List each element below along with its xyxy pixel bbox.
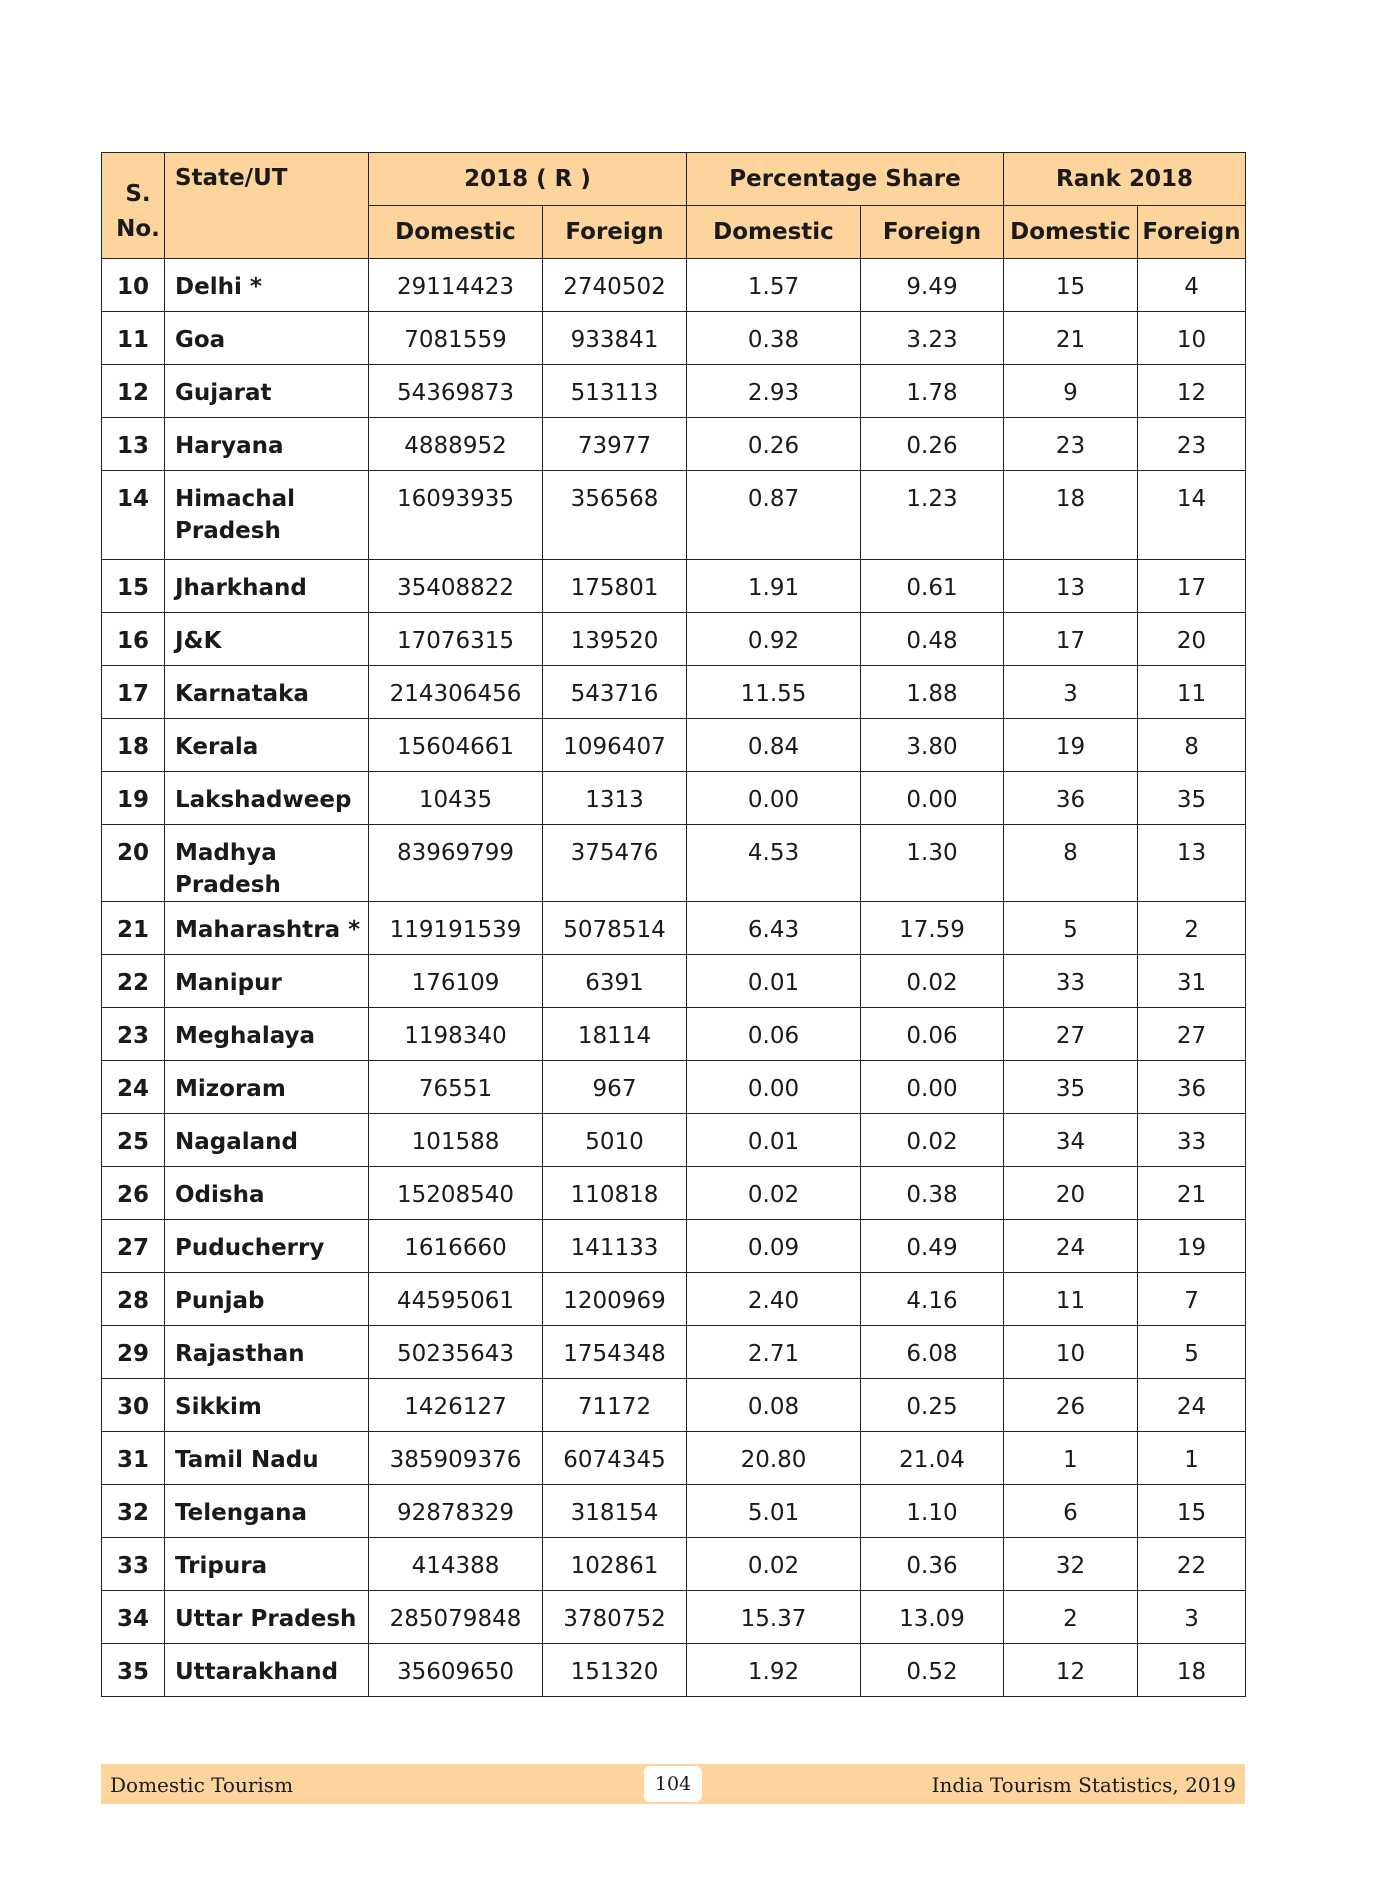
cell-2018-domestic: 414388 bbox=[369, 1538, 543, 1591]
cell-sno: 17 bbox=[102, 666, 165, 719]
table-row bbox=[102, 1432, 1246, 1485]
cell-rank-foreign: 21 bbox=[1138, 1167, 1246, 1220]
cell-state: Haryana bbox=[165, 418, 369, 471]
cell-rank-domestic: 21 bbox=[1004, 312, 1138, 365]
header-share-domestic: Domestic bbox=[687, 206, 861, 259]
header-2018: 2018 ( R ) bbox=[369, 153, 687, 206]
cell-rank-domestic: 32 bbox=[1004, 1538, 1138, 1591]
cell-share-domestic: 0.38 bbox=[687, 312, 861, 365]
cell-2018-foreign: 6391 bbox=[543, 955, 687, 1008]
cell-sno: 34 bbox=[102, 1591, 165, 1644]
cell-2018-domestic: 16093935 bbox=[369, 471, 543, 560]
cell-rank-foreign: 22 bbox=[1138, 1538, 1246, 1591]
cell-share-domestic: 1.57 bbox=[687, 259, 861, 312]
table-row bbox=[102, 1008, 1246, 1061]
cell-rank-foreign: 18 bbox=[1138, 1644, 1246, 1697]
cell-share-domestic: 0.87 bbox=[687, 471, 861, 560]
cell-2018-foreign: 1754348 bbox=[543, 1326, 687, 1379]
cell-2018-domestic: 17076315 bbox=[369, 613, 543, 666]
cell-share-foreign: 0.26 bbox=[861, 418, 1004, 471]
table-row bbox=[102, 1326, 1246, 1379]
cell-share-domestic: 0.84 bbox=[687, 719, 861, 772]
cell-share-foreign: 17.59 bbox=[861, 902, 1004, 955]
cell-share-foreign: 0.36 bbox=[861, 1538, 1004, 1591]
cell-state: Uttar Pradesh bbox=[165, 1591, 369, 1644]
cell-rank-foreign: 5 bbox=[1138, 1326, 1246, 1379]
cell-rank-foreign: 33 bbox=[1138, 1114, 1246, 1167]
cell-sno: 10 bbox=[102, 259, 165, 312]
cell-2018-foreign: 1200969 bbox=[543, 1273, 687, 1326]
cell-share-foreign: 1.88 bbox=[861, 666, 1004, 719]
cell-2018-domestic: 83969799 bbox=[369, 825, 543, 902]
cell-rank-domestic: 18 bbox=[1004, 471, 1138, 560]
table-body bbox=[102, 259, 1246, 1697]
cell-2018-domestic: 385909376 bbox=[369, 1432, 543, 1485]
cell-state: Punjab bbox=[165, 1273, 369, 1326]
cell-2018-foreign: 5078514 bbox=[543, 902, 687, 955]
cell-share-domestic: 2.93 bbox=[687, 365, 861, 418]
page-footer bbox=[101, 1764, 1245, 1804]
cell-sno: 25 bbox=[102, 1114, 165, 1167]
cell-share-foreign: 3.80 bbox=[861, 719, 1004, 772]
cell-2018-foreign: 175801 bbox=[543, 560, 687, 613]
cell-sno: 22 bbox=[102, 955, 165, 1008]
cell-sno: 21 bbox=[102, 902, 165, 955]
cell-state: Uttarakhand bbox=[165, 1644, 369, 1697]
cell-rank-foreign: 11 bbox=[1138, 666, 1246, 719]
cell-rank-domestic: 10 bbox=[1004, 1326, 1138, 1379]
table-row bbox=[102, 1167, 1246, 1220]
table-row bbox=[102, 955, 1246, 1008]
header-2018-foreign: Foreign bbox=[543, 206, 687, 259]
cell-state: Sikkim bbox=[165, 1379, 369, 1432]
cell-share-foreign: 6.08 bbox=[861, 1326, 1004, 1379]
cell-state: Madhya Pradesh bbox=[165, 825, 369, 902]
cell-rank-foreign: 19 bbox=[1138, 1220, 1246, 1273]
cell-rank-domestic: 23 bbox=[1004, 418, 1138, 471]
cell-share-domestic: 0.01 bbox=[687, 1114, 861, 1167]
cell-2018-domestic: 119191539 bbox=[369, 902, 543, 955]
header-state: State/UT bbox=[165, 153, 369, 259]
cell-2018-foreign: 73977 bbox=[543, 418, 687, 471]
cell-share-foreign: 0.38 bbox=[861, 1167, 1004, 1220]
cell-rank-domestic: 33 bbox=[1004, 955, 1138, 1008]
header-rank-foreign: Foreign bbox=[1138, 206, 1246, 259]
cell-rank-foreign: 7 bbox=[1138, 1273, 1246, 1326]
cell-rank-foreign: 14 bbox=[1138, 471, 1246, 560]
cell-state: Jharkhand bbox=[165, 560, 369, 613]
cell-share-foreign: 0.49 bbox=[861, 1220, 1004, 1273]
cell-share-foreign: 0.02 bbox=[861, 955, 1004, 1008]
cell-sno: 24 bbox=[102, 1061, 165, 1114]
cell-share-foreign: 21.04 bbox=[861, 1432, 1004, 1485]
cell-rank-foreign: 10 bbox=[1138, 312, 1246, 365]
cell-sno: 32 bbox=[102, 1485, 165, 1538]
cell-2018-foreign: 110818 bbox=[543, 1167, 687, 1220]
cell-share-foreign: 0.00 bbox=[861, 772, 1004, 825]
cell-rank-foreign: 8 bbox=[1138, 719, 1246, 772]
cell-2018-foreign: 151320 bbox=[543, 1644, 687, 1697]
cell-share-domestic: 15.37 bbox=[687, 1591, 861, 1644]
cell-share-domestic: 0.02 bbox=[687, 1538, 861, 1591]
table-row bbox=[102, 1220, 1246, 1273]
cell-share-domestic: 0.26 bbox=[687, 418, 861, 471]
table-row bbox=[102, 1061, 1246, 1114]
cell-sno: 28 bbox=[102, 1273, 165, 1326]
cell-state: Odisha bbox=[165, 1167, 369, 1220]
cell-2018-domestic: 1198340 bbox=[369, 1008, 543, 1061]
cell-rank-domestic: 24 bbox=[1004, 1220, 1138, 1273]
cell-state: Telengana bbox=[165, 1485, 369, 1538]
cell-2018-foreign: 5010 bbox=[543, 1114, 687, 1167]
cell-sno: 26 bbox=[102, 1167, 165, 1220]
cell-share-foreign: 0.25 bbox=[861, 1379, 1004, 1432]
cell-sno: 11 bbox=[102, 312, 165, 365]
cell-2018-foreign: 102861 bbox=[543, 1538, 687, 1591]
cell-state: Delhi * bbox=[165, 259, 369, 312]
cell-share-domestic: 2.71 bbox=[687, 1326, 861, 1379]
cell-sno: 12 bbox=[102, 365, 165, 418]
table-row bbox=[102, 666, 1246, 719]
cell-rank-foreign: 15 bbox=[1138, 1485, 1246, 1538]
cell-share-domestic: 0.06 bbox=[687, 1008, 861, 1061]
cell-2018-domestic: 7081559 bbox=[369, 312, 543, 365]
cell-rank-domestic: 35 bbox=[1004, 1061, 1138, 1114]
state-tourism-table bbox=[101, 152, 1246, 1697]
cell-2018-foreign: 139520 bbox=[543, 613, 687, 666]
cell-share-domestic: 5.01 bbox=[687, 1485, 861, 1538]
cell-2018-foreign: 2740502 bbox=[543, 259, 687, 312]
cell-share-domestic: 6.43 bbox=[687, 902, 861, 955]
cell-2018-domestic: 15604661 bbox=[369, 719, 543, 772]
cell-2018-domestic: 44595061 bbox=[369, 1273, 543, 1326]
cell-rank-foreign: 17 bbox=[1138, 560, 1246, 613]
cell-2018-foreign: 6074345 bbox=[543, 1432, 687, 1485]
cell-sno: 27 bbox=[102, 1220, 165, 1273]
table-row bbox=[102, 418, 1246, 471]
cell-share-foreign: 0.48 bbox=[861, 613, 1004, 666]
cell-share-foreign: 1.10 bbox=[861, 1485, 1004, 1538]
cell-rank-domestic: 36 bbox=[1004, 772, 1138, 825]
cell-2018-domestic: 54369873 bbox=[369, 365, 543, 418]
cell-rank-foreign: 36 bbox=[1138, 1061, 1246, 1114]
cell-rank-foreign: 12 bbox=[1138, 365, 1246, 418]
cell-2018-domestic: 92878329 bbox=[369, 1485, 543, 1538]
cell-rank-foreign: 27 bbox=[1138, 1008, 1246, 1061]
table-row bbox=[102, 471, 1246, 560]
cell-2018-domestic: 15208540 bbox=[369, 1167, 543, 1220]
cell-2018-domestic: 76551 bbox=[369, 1061, 543, 1114]
cell-rank-foreign: 35 bbox=[1138, 772, 1246, 825]
cell-sno: 13 bbox=[102, 418, 165, 471]
table-header bbox=[102, 153, 1246, 259]
header-rank-domestic: Domestic bbox=[1004, 206, 1138, 259]
cell-2018-foreign: 18114 bbox=[543, 1008, 687, 1061]
cell-2018-foreign: 318154 bbox=[543, 1485, 687, 1538]
cell-rank-domestic: 1 bbox=[1004, 1432, 1138, 1485]
header-rank-2018: Rank 2018 bbox=[1004, 153, 1246, 206]
cell-state: Kerala bbox=[165, 719, 369, 772]
header-sno: S. No. bbox=[102, 153, 165, 259]
cell-share-domestic: 0.00 bbox=[687, 1061, 861, 1114]
cell-sno: 16 bbox=[102, 613, 165, 666]
cell-rank-domestic: 12 bbox=[1004, 1644, 1138, 1697]
cell-share-foreign: 0.06 bbox=[861, 1008, 1004, 1061]
cell-state: Mizoram bbox=[165, 1061, 369, 1114]
cell-share-foreign: 0.52 bbox=[861, 1644, 1004, 1697]
cell-sno: 19 bbox=[102, 772, 165, 825]
cell-2018-domestic: 29114423 bbox=[369, 259, 543, 312]
cell-share-foreign: 0.02 bbox=[861, 1114, 1004, 1167]
cell-rank-domestic: 3 bbox=[1004, 666, 1138, 719]
cell-share-domestic: 4.53 bbox=[687, 825, 861, 902]
cell-state: Rajasthan bbox=[165, 1326, 369, 1379]
cell-state: Karnataka bbox=[165, 666, 369, 719]
cell-sno: 30 bbox=[102, 1379, 165, 1432]
cell-rank-foreign: 31 bbox=[1138, 955, 1246, 1008]
cell-rank-foreign: 24 bbox=[1138, 1379, 1246, 1432]
cell-rank-domestic: 13 bbox=[1004, 560, 1138, 613]
cell-share-foreign: 4.16 bbox=[861, 1273, 1004, 1326]
cell-2018-domestic: 1616660 bbox=[369, 1220, 543, 1273]
table-row bbox=[102, 1379, 1246, 1432]
cell-sno: 18 bbox=[102, 719, 165, 772]
cell-state: Nagaland bbox=[165, 1114, 369, 1167]
header-percentage-share: Percentage Share bbox=[687, 153, 1004, 206]
cell-rank-foreign: 13 bbox=[1138, 825, 1246, 902]
table-row bbox=[102, 825, 1246, 902]
cell-2018-domestic: 176109 bbox=[369, 955, 543, 1008]
cell-rank-foreign: 20 bbox=[1138, 613, 1246, 666]
cell-rank-domestic: 15 bbox=[1004, 259, 1138, 312]
cell-share-foreign: 0.61 bbox=[861, 560, 1004, 613]
cell-2018-domestic: 214306456 bbox=[369, 666, 543, 719]
cell-2018-foreign: 71172 bbox=[543, 1379, 687, 1432]
cell-rank-domestic: 19 bbox=[1004, 719, 1138, 772]
table-row bbox=[102, 560, 1246, 613]
cell-rank-foreign: 4 bbox=[1138, 259, 1246, 312]
cell-2018-domestic: 285079848 bbox=[369, 1591, 543, 1644]
cell-share-domestic: 0.02 bbox=[687, 1167, 861, 1220]
cell-sno: 29 bbox=[102, 1326, 165, 1379]
cell-share-domestic: 11.55 bbox=[687, 666, 861, 719]
cell-sno: 31 bbox=[102, 1432, 165, 1485]
cell-2018-foreign: 1096407 bbox=[543, 719, 687, 772]
footer-publication-title: India Tourism Statistics, 2019 bbox=[931, 1773, 1236, 1797]
cell-state: Gujarat bbox=[165, 365, 369, 418]
cell-rank-domestic: 6 bbox=[1004, 1485, 1138, 1538]
cell-rank-domestic: 5 bbox=[1004, 902, 1138, 955]
cell-2018-foreign: 967 bbox=[543, 1061, 687, 1114]
table-row bbox=[102, 365, 1246, 418]
cell-rank-domestic: 2 bbox=[1004, 1591, 1138, 1644]
cell-state: Goa bbox=[165, 312, 369, 365]
cell-rank-domestic: 8 bbox=[1004, 825, 1138, 902]
cell-2018-foreign: 356568 bbox=[543, 471, 687, 560]
cell-rank-foreign: 2 bbox=[1138, 902, 1246, 955]
cell-2018-domestic: 1426127 bbox=[369, 1379, 543, 1432]
table-row bbox=[102, 1644, 1246, 1697]
table-row bbox=[102, 613, 1246, 666]
cell-rank-foreign: 23 bbox=[1138, 418, 1246, 471]
table-row bbox=[102, 1591, 1246, 1644]
cell-share-domestic: 1.92 bbox=[687, 1644, 861, 1697]
cell-2018-domestic: 35609650 bbox=[369, 1644, 543, 1697]
cell-rank-foreign: 1 bbox=[1138, 1432, 1246, 1485]
table-row bbox=[102, 772, 1246, 825]
cell-state: Himachal Pradesh bbox=[165, 471, 369, 560]
cell-rank-domestic: 11 bbox=[1004, 1273, 1138, 1326]
cell-sno: 35 bbox=[102, 1644, 165, 1697]
table-row bbox=[102, 1538, 1246, 1591]
cell-state: J&K bbox=[165, 613, 369, 666]
cell-2018-domestic: 50235643 bbox=[369, 1326, 543, 1379]
cell-2018-domestic: 10435 bbox=[369, 772, 543, 825]
cell-share-foreign: 1.78 bbox=[861, 365, 1004, 418]
header-2018-domestic: Domestic bbox=[369, 206, 543, 259]
cell-state: Tripura bbox=[165, 1538, 369, 1591]
cell-share-domestic: 0.08 bbox=[687, 1379, 861, 1432]
cell-rank-domestic: 20 bbox=[1004, 1167, 1138, 1220]
cell-share-foreign: 1.23 bbox=[861, 471, 1004, 560]
cell-sno: 23 bbox=[102, 1008, 165, 1061]
cell-rank-domestic: 26 bbox=[1004, 1379, 1138, 1432]
cell-share-foreign: 1.30 bbox=[861, 825, 1004, 902]
table-row bbox=[102, 259, 1246, 312]
cell-rank-foreign: 3 bbox=[1138, 1591, 1246, 1644]
cell-2018-domestic: 35408822 bbox=[369, 560, 543, 613]
cell-share-domestic: 20.80 bbox=[687, 1432, 861, 1485]
cell-sno: 20 bbox=[102, 825, 165, 902]
cell-share-foreign: 3.23 bbox=[861, 312, 1004, 365]
cell-rank-domestic: 34 bbox=[1004, 1114, 1138, 1167]
cell-share-foreign: 9.49 bbox=[861, 259, 1004, 312]
cell-2018-foreign: 1313 bbox=[543, 772, 687, 825]
cell-2018-foreign: 3780752 bbox=[543, 1591, 687, 1644]
page-number: 104 bbox=[644, 1766, 702, 1802]
cell-2018-foreign: 933841 bbox=[543, 312, 687, 365]
cell-state: Lakshadweep bbox=[165, 772, 369, 825]
cell-state: Maharashtra * bbox=[165, 902, 369, 955]
header-share-foreign: Foreign bbox=[861, 206, 1004, 259]
table-row bbox=[102, 1114, 1246, 1167]
table-row bbox=[102, 312, 1246, 365]
cell-2018-domestic: 101588 bbox=[369, 1114, 543, 1167]
cell-2018-foreign: 375476 bbox=[543, 825, 687, 902]
cell-state: Manipur bbox=[165, 955, 369, 1008]
cell-share-foreign: 0.00 bbox=[861, 1061, 1004, 1114]
cell-sno: 33 bbox=[102, 1538, 165, 1591]
footer-section-title: Domestic Tourism bbox=[110, 1773, 294, 1797]
cell-share-domestic: 0.09 bbox=[687, 1220, 861, 1273]
cell-share-foreign: 13.09 bbox=[861, 1591, 1004, 1644]
cell-state: Meghalaya bbox=[165, 1008, 369, 1061]
cell-state: Tamil Nadu bbox=[165, 1432, 369, 1485]
cell-2018-domestic: 4888952 bbox=[369, 418, 543, 471]
cell-share-domestic: 1.91 bbox=[687, 560, 861, 613]
table-row bbox=[102, 902, 1246, 955]
cell-share-domestic: 0.00 bbox=[687, 772, 861, 825]
table-row bbox=[102, 1273, 1246, 1326]
cell-rank-domestic: 9 bbox=[1004, 365, 1138, 418]
cell-sno: 14 bbox=[102, 471, 165, 560]
table-row bbox=[102, 719, 1246, 772]
cell-state: Puducherry bbox=[165, 1220, 369, 1273]
cell-share-domestic: 0.92 bbox=[687, 613, 861, 666]
cell-share-domestic: 2.40 bbox=[687, 1273, 861, 1326]
cell-2018-foreign: 543716 bbox=[543, 666, 687, 719]
cell-rank-domestic: 17 bbox=[1004, 613, 1138, 666]
cell-share-domestic: 0.01 bbox=[687, 955, 861, 1008]
cell-2018-foreign: 513113 bbox=[543, 365, 687, 418]
table-row bbox=[102, 1485, 1246, 1538]
cell-sno: 15 bbox=[102, 560, 165, 613]
cell-2018-foreign: 141133 bbox=[543, 1220, 687, 1273]
cell-rank-domestic: 27 bbox=[1004, 1008, 1138, 1061]
